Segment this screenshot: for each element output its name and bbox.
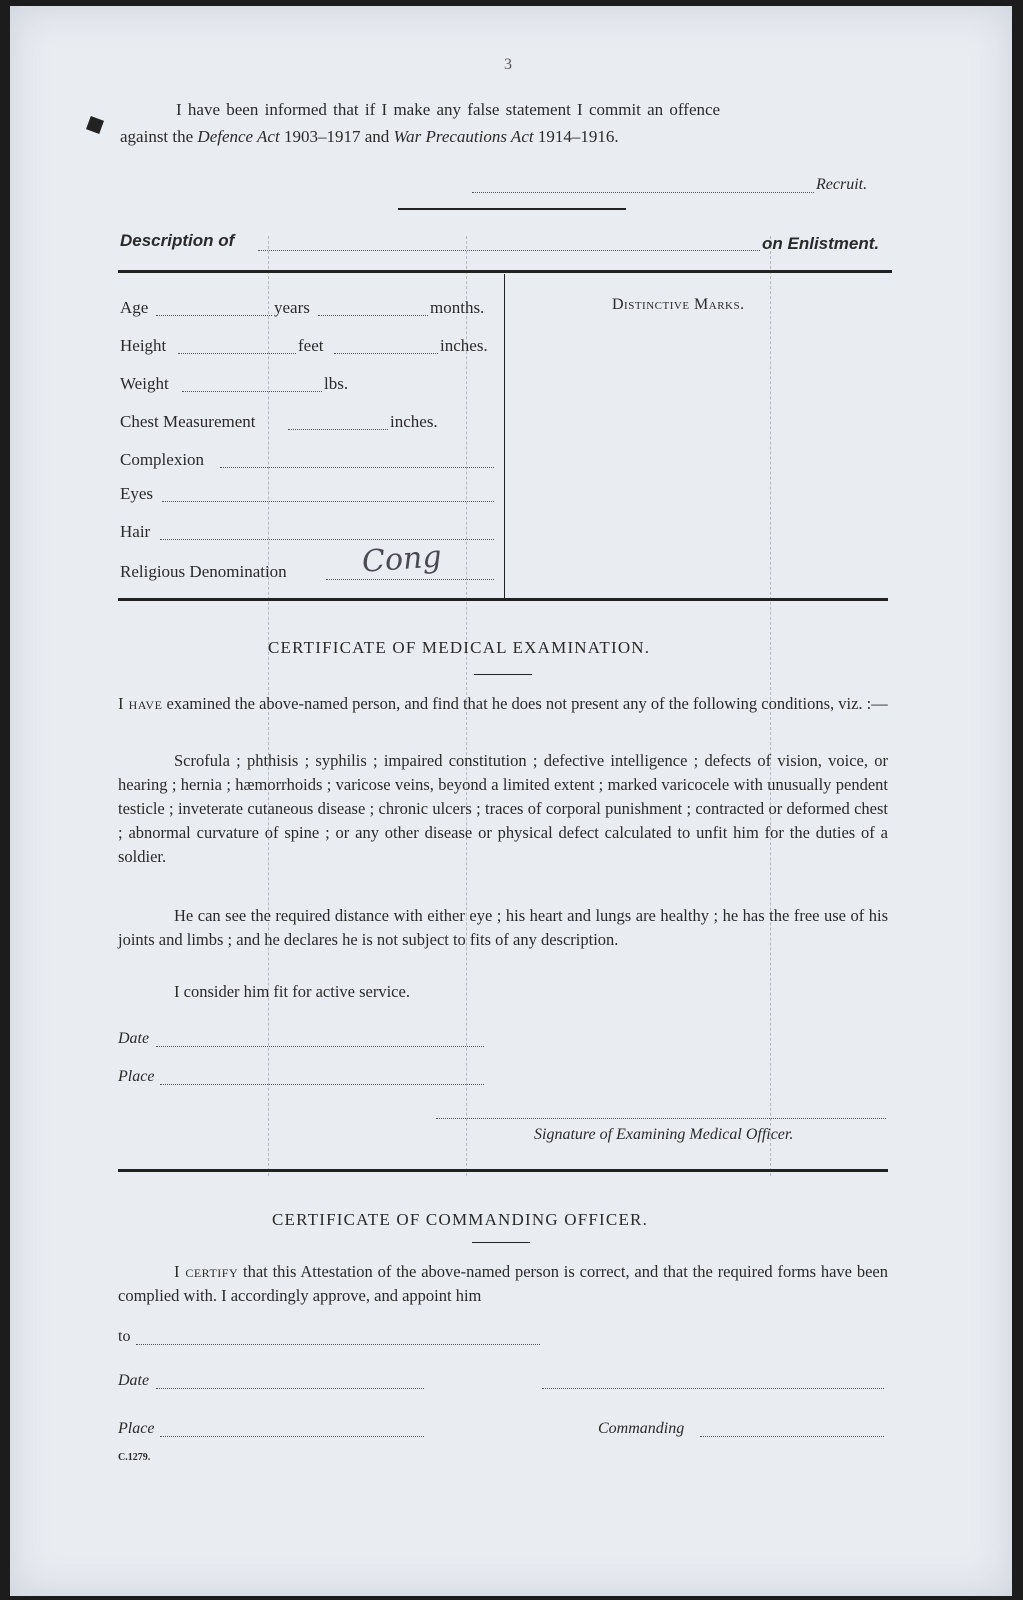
divider [118,1169,888,1172]
weight-field[interactable] [182,391,322,392]
height-feet-field[interactable] [178,353,296,354]
chest-label: Chest Measurement [120,412,256,431]
declaration-line-1: I have been informed that if I make any false statement I commit an offence [176,100,721,119]
height-inches-field[interactable] [334,353,438,354]
hair-field[interactable] [160,539,494,540]
commanding-place-label: Place [118,1420,155,1437]
complexion-field[interactable] [220,467,494,468]
weight-label: Weight [120,374,169,393]
eyes-field[interactable] [162,501,494,502]
medical-officer-signature-label: Signature of Examining Medical Officer. [534,1126,794,1143]
months-label: months. [430,298,485,317]
recruit-name-line [258,250,760,251]
declaration-line-2: against the Defence Act 1903–1917 and War Precautions Act 1914–1916. [120,127,619,146]
medical-place-label: Place [118,1068,155,1085]
distinctive-marks-label: Distinctive Marks. [612,296,745,313]
commanding-label: Commanding [598,1420,685,1437]
column-divider [504,274,505,598]
war-precautions-act: War Precautions Act [393,127,534,146]
fit-for-service-statement: I consider him fit for active service. [174,982,410,1001]
medical-officer-signature-line[interactable] [436,1118,886,1119]
feet-label: feet [298,336,324,355]
chest-field[interactable] [288,429,388,430]
divider [118,270,892,273]
attestation-page [10,6,1012,1596]
eyes-label: Eyes [120,484,154,503]
title-underline [472,1242,530,1243]
medical-fitness-paragraph: He can see the required distance with either eye ; his heart and lungs are healthy ; he has the free use of his joints and limbs ; and he declares he is not subject to fits of any description. [118,906,888,949]
appoint-to-field[interactable] [136,1344,540,1345]
defence-act: Defence Act [197,127,280,146]
commanding-date-label: Date [118,1372,150,1389]
divider [398,208,626,210]
chest-unit-label: inches. [390,412,438,431]
inches-label: inches. [440,336,488,355]
form-code: C.1279. [118,1452,151,1463]
commanding-date-field[interactable] [156,1388,424,1389]
recruit-signature-line [472,192,814,193]
divider [118,598,888,601]
age-label: Age [120,298,149,317]
religion-label: Religious Denomination [120,562,287,581]
lbs-label: lbs. [324,374,349,393]
description-prefix: Description of [120,231,235,250]
commanding-certificate-title: CERTIFICATE OF COMMANDING OFFICER. [272,1210,649,1229]
title-underline [474,674,532,675]
medical-conditions-paragraph: Scrofula ; phthisis ; syphilis ; impaired constitution ; defective intelligence ; defects of vision, voice, or hearing ; hernia ; hæmorrhoids ; varicose veins, beyond a limited extent ; marked varicocele with unusually pendent testicle ; inveterate cutaneous disease ; chronic ulcers ; traces of corporal punishment ; contracted or deformed chest ; abnormal curvature of spine ; or any other disease or physical defect calculated to unfit him for the duties of a soldier. [118,751,888,866]
medical-certificate-title: CERTIFICATE OF MEDICAL EXAMINATION. [268,638,651,657]
age-years-field[interactable] [156,315,272,316]
complexion-label: Complexion [120,450,205,469]
medical-intro-paragraph: I have examined the above-named person, and find that he does not present any of the following conditions, viz. :— [118,694,888,713]
medical-date-field[interactable] [156,1046,484,1047]
years-label: years [274,298,310,317]
appoint-to-label: to [118,1328,131,1345]
religion-field[interactable] [326,579,494,580]
commanding-certify-paragraph: I certify that this Attestation of the above-named person is correct, and that the required forms have been complied with. I accordingly approve, and appoint him [118,1262,889,1305]
age-months-field[interactable] [318,315,428,316]
medical-place-field[interactable] [160,1084,484,1085]
hair-label: Hair [120,522,151,541]
commanding-place-field[interactable] [160,1436,424,1437]
height-label: Height [120,336,167,355]
religion-handwritten-value: Cong [360,539,443,580]
medical-date-label: Date [118,1030,150,1047]
description-suffix: on Enlistment. [762,234,880,253]
page-number: 3 [504,56,512,73]
ink-blot [86,116,104,134]
commanding-unit-field[interactable] [700,1436,884,1437]
commanding-officer-signature-line[interactable] [542,1388,884,1389]
recruit-label: Recruit. [816,176,868,193]
